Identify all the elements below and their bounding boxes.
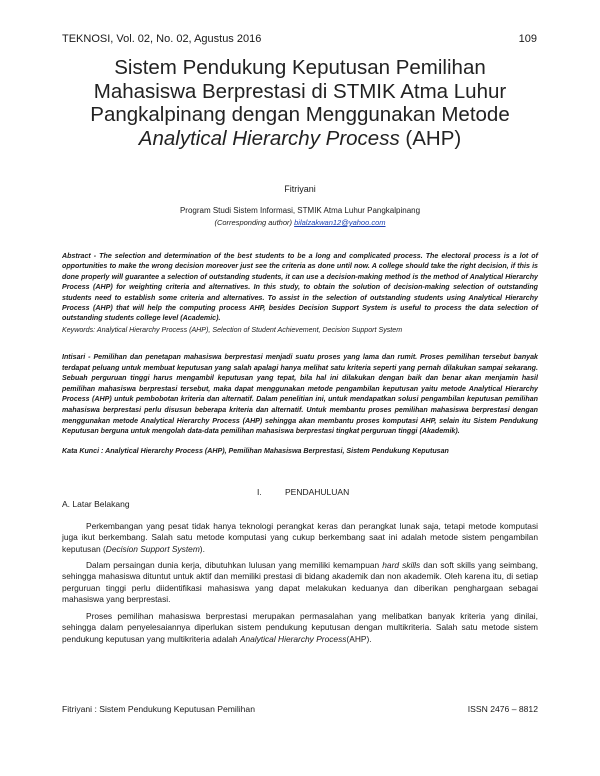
journal-header: TEKNOSI, Vol. 02, No. 02, Agustus 2016 — [62, 33, 262, 45]
email-link[interactable]: bilalzakwan12@yahoo.com — [294, 218, 386, 227]
paragraph-1-text: Perkembangan yang pesat tidak hanya teknologi perangkat keras dan perangkat lunak saja, tetapi metode komputasi juga ikut berkembang. Salah satu metode komputasi yang cukup berkembang saat ini adalah metode sistem pengambilan keputusan ( — [62, 521, 538, 554]
paragraph-3 — [62, 611, 538, 645]
title-italic: Analytical Hierarchy Process — [138, 126, 400, 150]
title-line-4 — [40, 127, 560, 151]
intisari-label: Intisari — [62, 353, 86, 361]
footer-issn: ISSN 2476 – 8812 — [467, 704, 538, 714]
paragraph-2-italic: hard skills — [382, 560, 421, 570]
footer-left: Fitriyani : Sistem Pendukung Keputusan Pemilihan — [62, 704, 255, 714]
title-line-3: Pangkalpinang dengan Menggunakan Metode — [90, 103, 510, 126]
subsection-title: A. Latar Belakang — [62, 499, 130, 509]
section-number: I. — [257, 487, 262, 497]
title-line-1: Sistem Pendukung Keputusan Pemilihan — [114, 56, 486, 79]
intisari-text: - Pemilihan dan penetapan mahasiswa berprestasi menjadi suatu proses yang lama dan rumit. Proses pemilihan tersebut banyak terdapat peluang untuk membuat keputusan yang salah apalagi hanya melihat satu kriteria seperti yang pernah dilakukan sampai sekarang. Sebuah perguruan tinggi harus mengambil keputusan yang tepat, bila hal ini dilakukan dengan baik dan benar akan menjamin hasil pemilihan mahasiswa berprestasi tersebut, maka dapat menggunakan metode pengambilan keputusan yaitu metode Analytical Hierarchy Process (AHP) untuk pembobotan kriteria dan alternatif. Dalam penelitian ini, untuk mendapatkan solusi pengambilan keputusan pemilihan mahasiswa berprestasi perlu disusun beberapa kriteria dan alternatif. Untuk membantu proses pemilihan mahasiswa berprestasi dengan menggunakan metode Analytical Hierarchy Process (AHP) sehingga akan membantu proses komputasi AHP, selain itu Sistem Pendukung Keputusan berguna untuk mengolah data-data pemilihan mahasiswa berprestasi tingkat perguruan tinggi (Akademik). — [62, 353, 538, 436]
paragraph-3-italic: Analytical Hierarchy Process — [239, 633, 347, 644]
paragraph-3-end: (AHP). — [346, 633, 372, 644]
paragraph-1-italic: Decision Support System — [105, 543, 200, 554]
intisari — [62, 352, 538, 437]
title-line-2: Mahasiswa Berprestasi di STMIK Atma Luhur — [93, 79, 507, 103]
kata-kunci-label: Kata Kunci — [62, 447, 100, 455]
page-number: 109 — [518, 33, 537, 45]
paragraph-2-text-a: Dalam persaingan dunia kerja, dibutuhkan lulusan yang memiliki kemampuan — [86, 560, 383, 570]
paper-title — [40, 56, 560, 150]
paragraph-2-text-b: dan soft skills yang seimbang, sehingga mahasiswa dituntut untuk aktif dan memiliki prestasi di bidang akademik dan non akademik. Oleh karena itu, di setiap perguruan tinggi perlu diidentifikasi mahasiswa yang dapat melakukan keduanya dan diberikan penghargaan sebagai mahasiswa yang berprestasi. — [62, 560, 538, 604]
paragraph-2 — [62, 560, 538, 605]
keywords — [62, 326, 538, 334]
paragraph-1 — [62, 521, 538, 555]
keywords-label: Keywords — [62, 326, 94, 334]
abstract-text: - The selection and determination of the best students to be a long and complicated process. The electoral process is a lot of opportunities to make the wrong decision moreover just see the criteria as done until now. A college should take the right decision, if this is done properly will guarantee a selection of outstanding students, it can use a decision-making method is the method of Analytical Hierarchy Process (AHP) for weighting criteria and alternatives. In this study, to obtain the solution of decision-making selection of outstanding students need to establish some criteria and alternatives. To assist in the selection of outstanding students using Analytical Hierarchy Process (AHP) that will help the computing process AHP, besides Decision Support System is useful to process the data selection of outstanding students college level (Academic). — [62, 252, 538, 323]
abstract — [62, 251, 538, 324]
paragraph-3-text: Proses pemilihan mahasiswa berprestasi merupakan permasalahan yang melibatkan banyak kriteria yang dinilai, sehingga dalam penyelesaiannya diperlukan sistem pendukung keputusan dengan multikriteria. Salah satu metode sistem pendukung keputusan yang multikriteria adalah — [62, 611, 538, 644]
keywords-text: : Analytical Hierarchy Process (AHP), Selection of Student Achievement, Decision Support System — [93, 326, 403, 334]
corresponding-label: (Corresponding author) — [214, 218, 295, 227]
corresponding-author — [0, 218, 600, 227]
affiliation: Program Studi Sistem Informasi, STMIK Atma Luhur Pangkalpinang — [179, 206, 421, 215]
title-acronym: (AHP) — [399, 126, 462, 150]
paragraph-1-end: ). — [199, 543, 205, 554]
kata-kunci — [62, 447, 538, 455]
author-name: Fitriyani — [284, 184, 316, 194]
kata-kunci-text: : Analytical Hierarchy Process (AHP), Pemilihan Mahasiswa Berprestasi, Sistem Pendukung Keputusan — [99, 447, 449, 455]
section-title: PENDAHULUAN — [285, 487, 350, 497]
abstract-label: Abstract — [62, 252, 91, 260]
